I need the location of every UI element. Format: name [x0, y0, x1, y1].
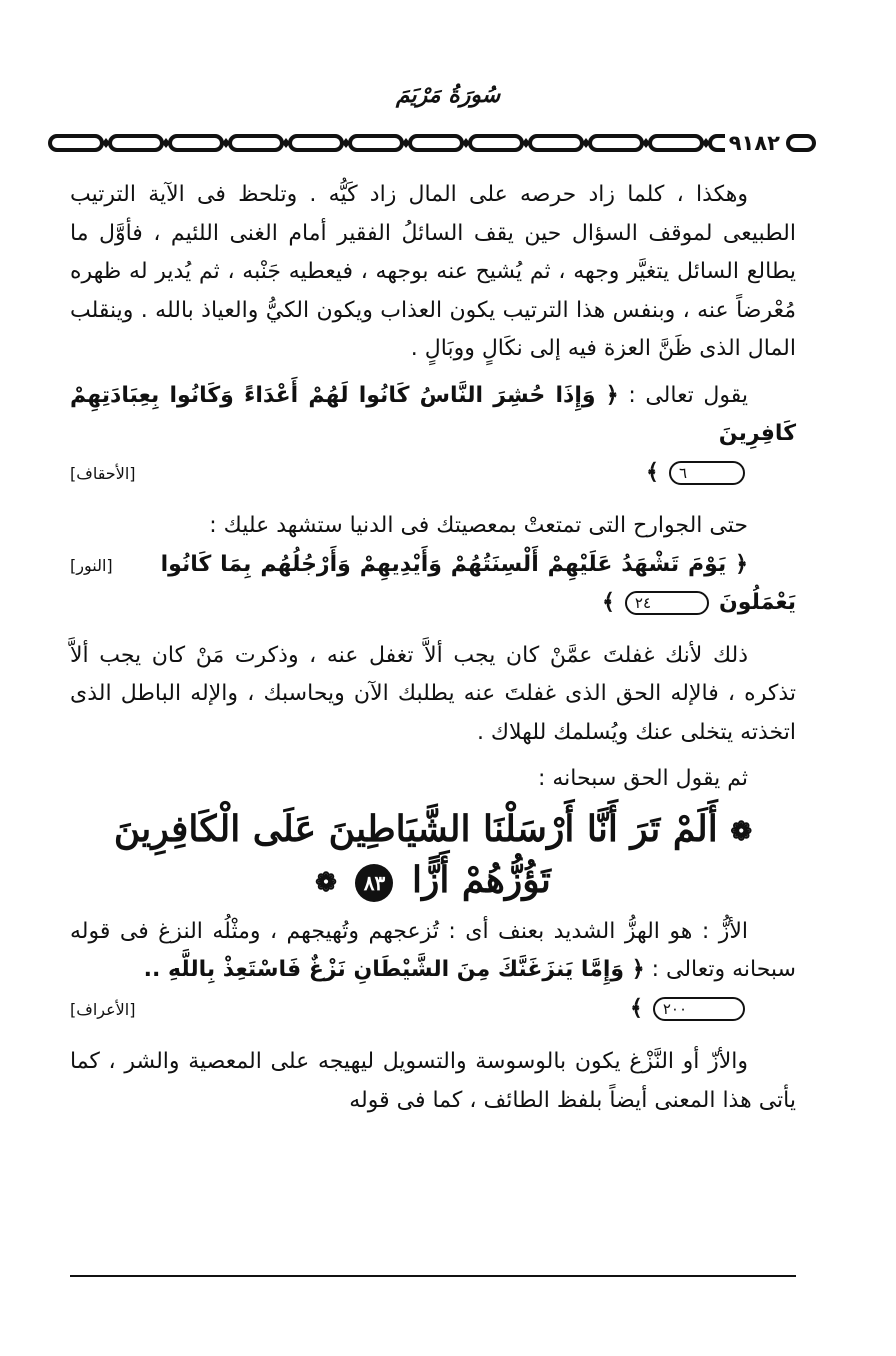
paragraph-6: والأزّ أو النَّزْغ يكون بالوسوسة والتسويل ليهيجه على المعصية والشر ، كما يأتى هذا المعنى أيضاً بلفظ الطائف ، كما فى قوله [70, 1049, 796, 1113]
chain-link-icon [470, 136, 522, 150]
ornamental-chain-border [48, 128, 818, 158]
chain-link-icon [530, 136, 582, 150]
main-ayah-line-1: أَلَمْ تَرَ أَنَّا أَرْسَلْنَا الشَّيَاطِينَ عَلَى الْكَافِرِينَ [113, 807, 718, 850]
paragraph-5: الأزُّ : هو الهزُّ الشديد بعنف أى : تُزعجهم وتُهيجهم ، ومثْلُه النزغ فى قوله سبحانه وتعالى : ﴿ وَإِمَّا يَنزَغَنَّكَ مِنَ الشَّيْطَانِ نَزْغٌ فَاسْتَعِذْ بِاللَّهِ .. [70, 918, 796, 982]
quran-verse: ﴿ وَإِذَا حُشِرَ النَّاسُ كَانُوا لَهُمْ أَعْدَاءً وَكَانُوا بِعِبَادَتِهِمْ كَافِرِينَ [70, 382, 796, 446]
chain-link-icon [170, 136, 222, 150]
chain-link-icon [788, 136, 814, 150]
main-ayah-number-badge: ٨٣ [355, 864, 393, 902]
quote-al-ahqaf-end: ٦ ﴾ [الأحقاف] [70, 454, 796, 494]
chain-link-icon [110, 136, 162, 150]
chain-link-icon [590, 136, 642, 150]
paragraph-4: ثم يقول الحق سبحانه : [537, 766, 748, 791]
chain-link-icon [350, 136, 402, 150]
chain-link-icon [650, 136, 702, 150]
surah-title: سُورَةُ مَرْيَمَ [395, 82, 501, 108]
ayah-number-mark: ٢٤ [625, 591, 709, 615]
quote-al-ahqaf [70, 377, 796, 454]
surah-reference: [الأحقاف] [70, 463, 136, 483]
chain-link-icon [290, 136, 342, 150]
footer-rule [70, 1275, 796, 1277]
ayah-ornament-close-icon: ❁ [315, 867, 337, 898]
surah-reference: [الأعراف] [70, 999, 136, 1019]
chain-link-icon [230, 136, 282, 150]
page-number: ٩١٨٢ [725, 128, 784, 158]
paragraph-1: وهكذا ، كلما زاد حرصه على المال زاد كَيُّه . وتلحظ فى الآية الترتيب الطبيعى لموقف السؤال حين يقف السائلُ الفقير أمام الغنى اللئيم ، فأوَّل ما يطالع السائل يتغيَّر وجهه ، ثم يُشيح عنه بوجهه ، فيعطيه جَنْبه ، ثم يُدير له ظهره مُعْرضاً عنه ، وبنفس هذا الترتيب يكون العذاب ويكون الكيُّ والعياذ بالله . وينقلب المال الذى ظَنَّ العزة فيه إلى نكَالٍ ووبَالٍ . [70, 182, 796, 361]
chain-link-icon [410, 136, 462, 150]
chain-ornament-icon [48, 128, 818, 158]
ayah-number-mark: ٦ [669, 461, 745, 485]
quote-al-araf-end: ٢٠٠ ﴾ [الأعراف] [70, 990, 796, 1030]
paragraph-3: ذلك لأنك غفلتَ عمَّنْ كان يجب ألاَّ تغفل عنه ، وذكرت مَنْ كان يجب ألاَّ تذكره ، فالإله الحق الذى غفلتَ عنه يطلبك الآن ويحاسبك ، والإله الباطل الذى اتخذته يتخلى عنك ويُسلمك للهلاك . [70, 642, 796, 745]
chain-link-icon [50, 136, 102, 150]
paragraph-2: حتى الجوارح التى تمتعتْ بمعصيتك فى الدنيا ستشهد عليك : [209, 513, 748, 538]
ayah-number-mark: ٢٠٠ [653, 997, 745, 1021]
quran-verse: ﴿ وَإِمَّا يَنزَغَنَّكَ مِنَ الشَّيْطَانِ نَزْغٌ فَاسْتَعِذْ بِاللَّهِ .. [143, 957, 645, 982]
main-ayah-line-2: تَؤُزُّهُمْ أَزًّا [412, 858, 551, 901]
quote-intro: يقول تعالى : [628, 382, 748, 408]
main-ayah-block [70, 805, 796, 907]
page-body [70, 176, 796, 1120]
ayah-ornament-open-icon: ❁ [730, 816, 753, 847]
quran-verse: ﴿ يَوْمَ تَشْهَدُ عَلَيْهِمْ أَلْسِنَتُهُمْ وَأَيْدِيهِمْ وَأَرْجُلُهُم بِمَا كَانُوا يَعْمَلُونَ [160, 551, 796, 615]
surah-reference: [النور] [70, 555, 113, 575]
quote-an-nur: ﴿ يَوْمَ تَشْهَدُ عَلَيْهِمْ أَلْسِنَتُهُمْ وَأَيْدِيهِمْ وَأَرْجُلُهُم بِمَا كَانُوا يَعْمَلُونَ ٢٤ ﴾ [النور] [70, 546, 796, 623]
